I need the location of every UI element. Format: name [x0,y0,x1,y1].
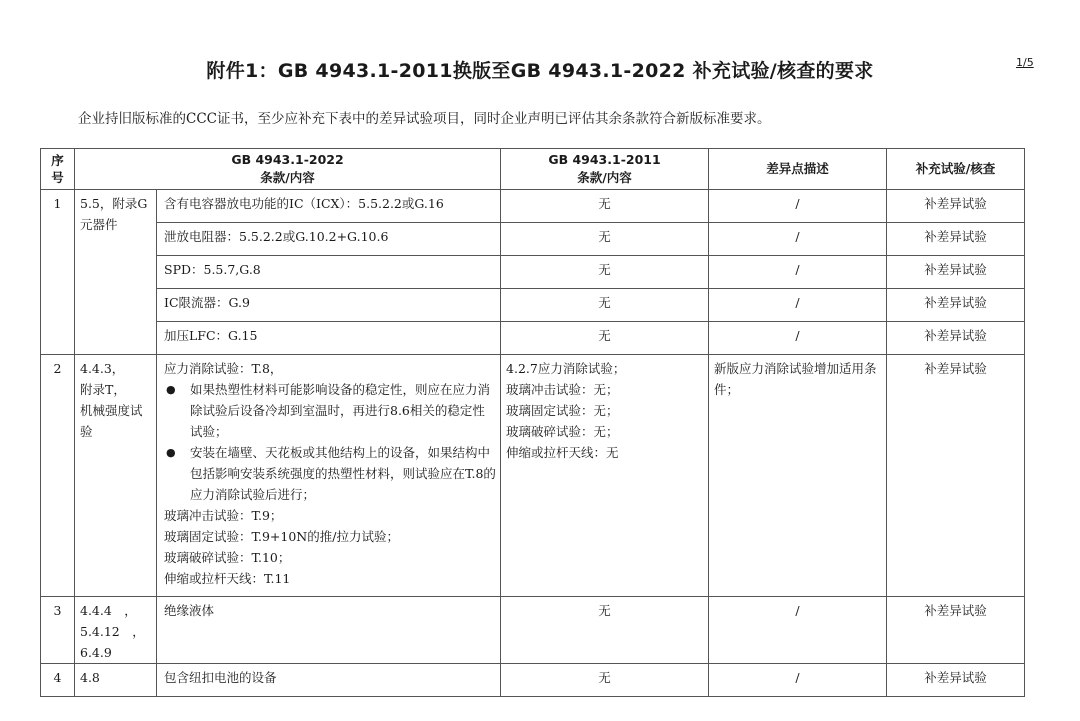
page-number: 1/5 [1016,56,1034,69]
content-line: 玻璃破碎试验：T.10； [164,550,291,565]
row-number: 2 [41,355,75,597]
document-title: 附件1：GB 4943.1-2011换版至GB 4943.1-2022 补充试验/核查的要求 [206,60,874,82]
clause-line: 6.4.9 [80,645,112,660]
requirements-table [40,148,1025,697]
header-diff: 差异点描述 [709,149,887,190]
row-number: 4 [41,664,75,697]
row-action: 补差异试验 [887,223,1025,256]
table-row [41,597,1025,664]
row-action: 补差异试验 [887,322,1025,355]
row-clause: 5.5，附录G元器件 [75,190,157,355]
header-new-standard-sub: 条款/内容 [260,170,315,185]
row-content [157,355,501,597]
content-line: 玻璃固定试验：T.9+10N的推/拉力试验； [164,529,399,544]
clause-line: 5.4.12 ， [80,624,145,639]
row-old-standard: 无 [501,190,709,223]
clause-line: 机械强度试 [80,403,143,418]
table-row [41,289,1025,322]
row-action: 补差异试验 [887,256,1025,289]
row-action: 补差异试验 [887,190,1025,223]
row-clause [75,597,157,664]
row-content: 绝缘液体 [157,597,501,664]
header-action: 补充试验/核查 [887,149,1025,190]
header-old-standard-code: GB 4943.1-2011 [548,152,661,167]
old-line: 玻璃破碎试验：无； [506,424,619,439]
row-action: 补差异试验 [887,355,1025,597]
bullet-item: ● 如果热塑性材料可能影响设备的稳定性，则应在应力消除试验后设备冷却到室温时，再进行8.6相关的稳定性试验； [164,379,496,442]
content-line: 玻璃冲击试验：T.9； [164,508,283,523]
row-content: 含有电容器放电功能的IC（ICX）：5.5.2.2或G.16 [157,190,501,223]
row-diff: / [709,256,887,289]
row-clause: 4.8 [75,664,157,697]
old-line: 4.2.7应力消除试验； [506,361,626,376]
clause-line: 验 [80,424,93,439]
row-number: 3 [41,597,75,664]
table-row [41,223,1025,256]
table-row [41,256,1025,289]
header-no: 序号 [41,149,75,190]
old-line: 玻璃冲击试验：无； [506,382,619,397]
old-line: 玻璃固定试验：无； [506,403,619,418]
old-line: 伸缩或拉杆天线：无 [506,445,619,460]
row-action: 补差异试验 [887,664,1025,697]
row-old-standard: 无 [501,664,709,697]
row-old-standard: 无 [501,322,709,355]
row-action: 补差异试验 [887,597,1025,664]
table-row [41,322,1025,355]
row-diff: / [709,190,887,223]
clause-line: 4.4.4 ， [80,603,137,618]
row-content: IC限流器：G.9 [157,289,501,322]
row-old-standard [501,355,709,597]
row-diff: / [709,289,887,322]
row-diff: 新版应力消除试验增加适用条件； [709,355,887,597]
header-old-standard [501,149,709,190]
table-header-row [41,149,1025,190]
table-row [41,355,1025,597]
row-content: SPD：5.5.7,G.8 [157,256,501,289]
clause-line: 4.4.3， [80,361,125,376]
row-diff: / [709,597,887,664]
bullet-item: ● 安装在墙壁、天花板或其他结构上的设备，如果结构中包括影响安装系统强度的热塑性材料，则试验应在T.8的应力消除试验后进行； [164,442,496,505]
row-content: 加压LFC：G.15 [157,322,501,355]
clause-line: 附录T， [80,382,126,397]
row-content: 泄放电阻器：5.5.2.2或G.10.2+G.10.6 [157,223,501,256]
row-diff: / [709,664,887,697]
bullet-list [164,379,496,505]
row-old-standard: 无 [501,256,709,289]
header-new-standard [75,149,501,190]
intro-text: 企业持旧版标准的CCC证书，至少应补充下表中的差异试验项目，同时企业声明已评估其余条款符合新版标准要求。 [78,111,771,127]
table-row [41,190,1025,223]
row-old-standard: 无 [501,289,709,322]
content-head: 应力消除试验：T.8， [164,361,283,376]
row-clause [75,355,157,597]
row-action: 补差异试验 [887,289,1025,322]
row-old-standard: 无 [501,597,709,664]
row-content: 包含纽扣电池的设备 [157,664,501,697]
header-old-standard-sub: 条款/内容 [577,170,632,185]
row-diff: / [709,322,887,355]
row-number: 1 [41,190,75,355]
row-old-standard: 无 [501,223,709,256]
header-new-standard-code: GB 4943.1-2022 [231,152,344,167]
table-row [41,664,1025,697]
content-line: 伸缩或拉杆天线：T.11 [164,571,291,586]
row-diff: / [709,223,887,256]
